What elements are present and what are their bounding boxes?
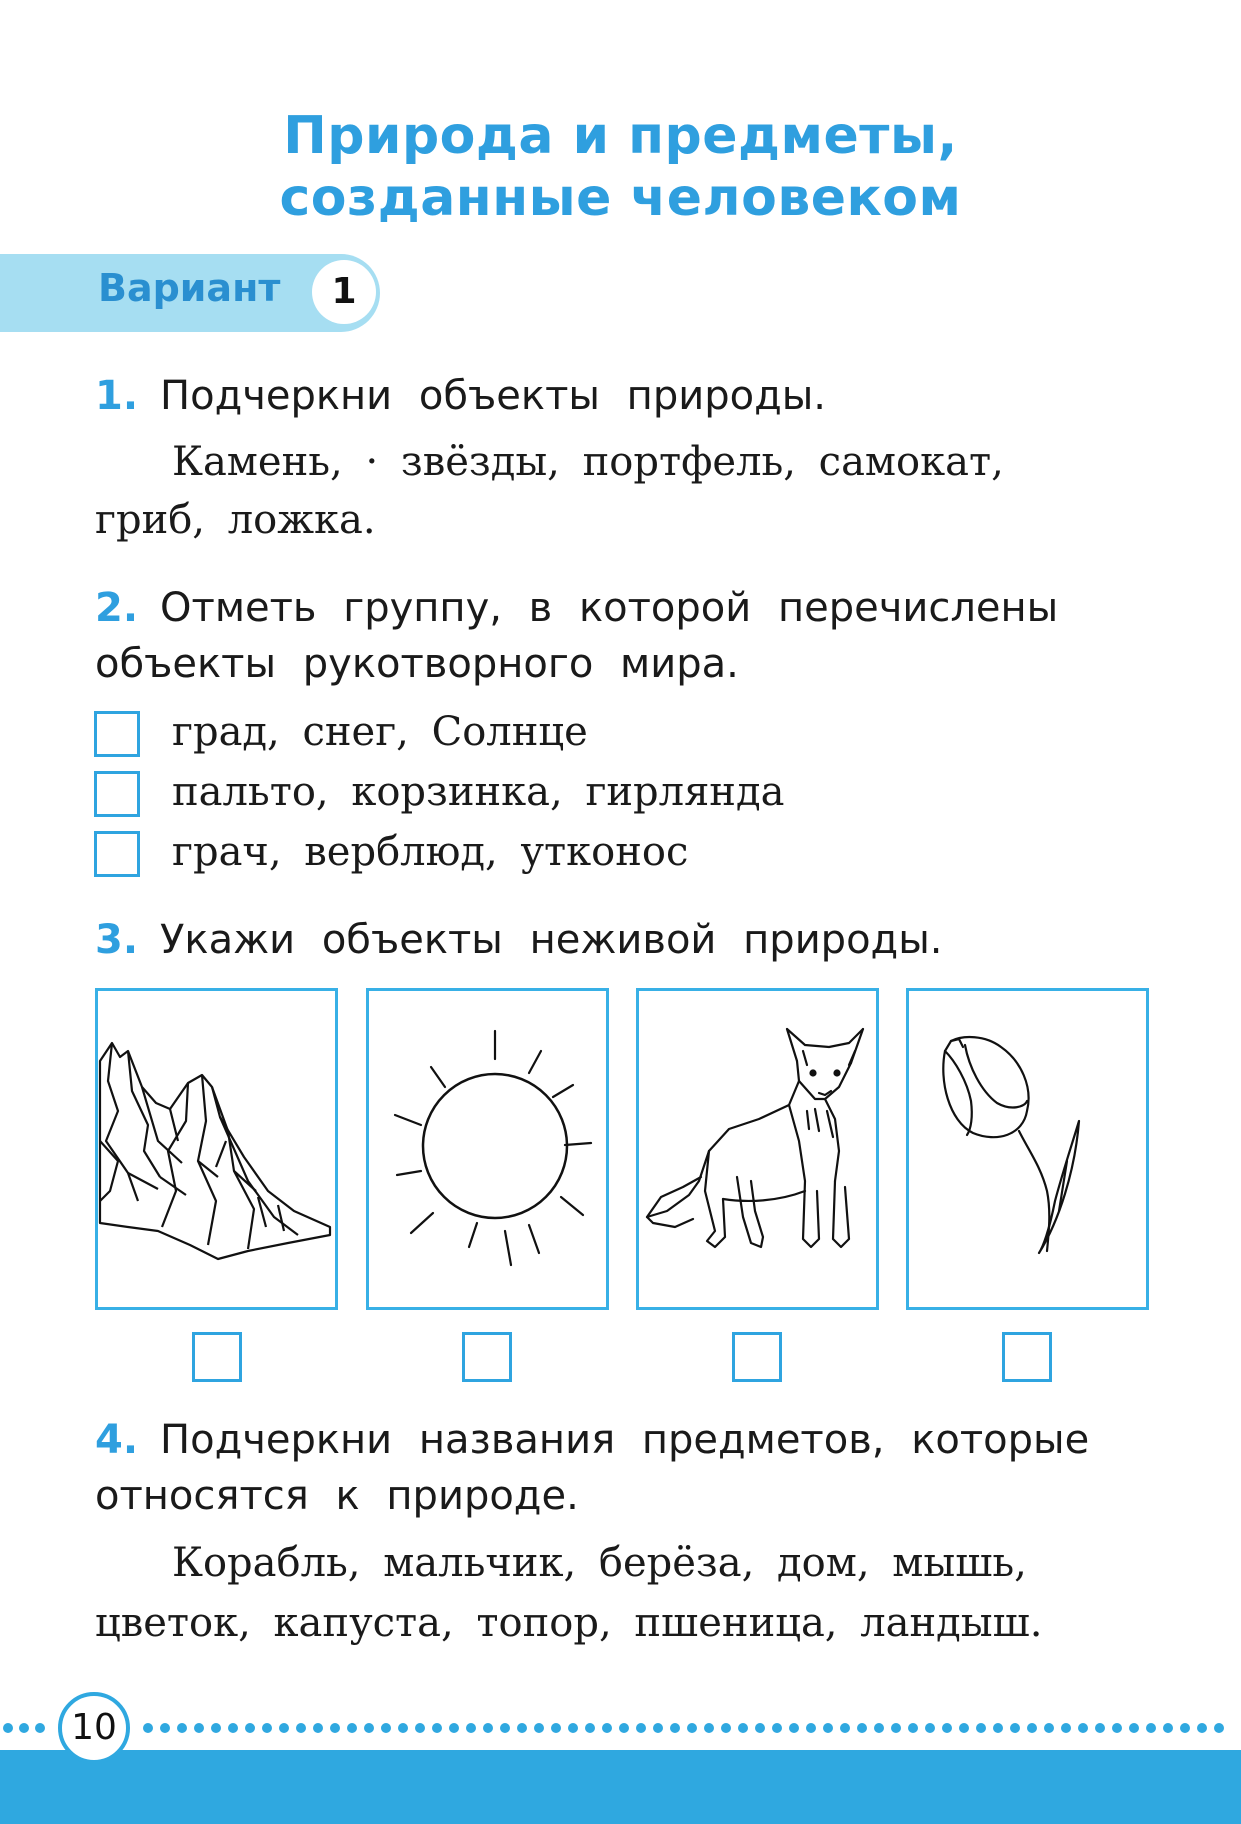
footer-dot [177,1723,187,1733]
picture-1-checkbox[interactable] [192,1332,242,1382]
option-2-checkbox[interactable] [94,771,140,817]
footer-dot [585,1723,595,1733]
footer-dot [381,1723,391,1733]
footer-dot [959,1723,969,1733]
footer-dots [0,1700,1241,1824]
picture-fox [636,988,879,1310]
footer-dot [976,1723,986,1733]
task-1-number: 1. [95,373,139,419]
footer-dot [1146,1723,1156,1733]
footer-dot [517,1723,527,1733]
picture-3-checkbox[interactable] [732,1332,782,1382]
footer-dot [211,1723,221,1733]
task-4-text-line-2: относятся к природе. [95,1473,579,1519]
footer-dot [789,1723,799,1733]
footer-dot [1129,1723,1139,1733]
footer-dot [687,1723,697,1733]
footer-dot [262,1723,272,1733]
footer-dot [466,1723,476,1733]
footer-dot [942,1723,952,1733]
footer-dot [1027,1723,1037,1733]
fox-icon [639,991,876,1307]
footer-dot [925,1723,935,1733]
footer-dot [568,1723,578,1733]
footer-dot [891,1723,901,1733]
task-2-number: 2. [95,585,139,631]
task-4-question-line-2 [95,1468,1150,1524]
variant-label: Вариант [98,266,281,310]
footer-dot [1095,1723,1105,1733]
option-1-label: град, снег, Солнце [172,709,588,755]
option-2-label: пальто, корзинка, гирлянда [172,769,785,815]
task-2-text-line-2: объекты рукотворного мира. [95,641,739,687]
footer-dot [670,1723,680,1733]
footer-dot [534,1723,544,1733]
footer-dot [993,1723,1003,1733]
footer-dot [551,1723,561,1733]
task-4-words-line-2: цветок, капуста, топор, пшеница, ландыш. [95,1600,1043,1646]
footer-dot [347,1723,357,1733]
footer-dot [143,1723,153,1733]
footer-dot [1061,1723,1071,1733]
footer-dot [619,1723,629,1733]
footer-dot [500,1723,510,1733]
task-1-question [95,368,1150,424]
picture-sun [366,988,609,1310]
footer-dot [806,1723,816,1733]
picture-tulip [906,988,1149,1310]
footer-dot [772,1723,782,1733]
picture-2-checkbox[interactable] [462,1332,512,1382]
footer-dot [1214,1723,1224,1733]
variant-number: 1 [312,260,376,324]
footer-dot [313,1723,323,1733]
sun-icon [369,991,606,1307]
page-number: 10 [58,1692,130,1764]
footer-dot [1180,1723,1190,1733]
task-1-text: Подчеркни объекты природы. [160,373,827,419]
task-1-words-line-1: Камень, · звёзды, портфель, самокат, [172,439,1004,485]
footer-dot [415,1723,425,1733]
footer-dot [721,1723,731,1733]
option-3-label: грач, верблюд, утконос [172,829,689,875]
footer-dot [279,1723,289,1733]
footer-dot [1112,1723,1122,1733]
task-1-words-line-2: гриб, ложка. [95,497,376,543]
task-4-words-line-1: Корабль, мальчик, берёза, дом, мышь, [172,1540,1027,1586]
footer-dot [432,1723,442,1733]
tulip-icon [909,991,1146,1307]
footer-dot [823,1723,833,1733]
task-3-number: 3. [95,917,139,963]
footer-dot [755,1723,765,1733]
picture-4-checkbox[interactable] [1002,1332,1052,1382]
task-3-question [95,912,1150,968]
footer-dot [245,1723,255,1733]
footer-dot [653,1723,663,1733]
footer-dot [704,1723,714,1733]
footer-dot [840,1723,850,1733]
title-line-2: созданные человеком [279,168,962,228]
task-4-text-line-1: Подчеркни названия предметов, которые [160,1417,1090,1463]
page-title [0,105,1241,229]
footer-dot [908,1723,918,1733]
option-3-checkbox[interactable] [94,831,140,877]
footer-dot [228,1723,238,1733]
footer-dot [874,1723,884,1733]
footer-dot [636,1723,646,1733]
picture-mountains [95,988,338,1310]
task-4-question [95,1412,1150,1468]
footer-dot [160,1723,170,1733]
footer-dot [1044,1723,1054,1733]
footer-dot [602,1723,612,1733]
footer-dot [738,1723,748,1733]
task-4-number: 4. [95,1417,139,1463]
option-1-checkbox[interactable] [94,711,140,757]
footer-dot [364,1723,374,1733]
footer-dot [194,1723,204,1733]
footer-dot [857,1723,867,1733]
task-3-text: Укажи объекты неживой природы. [160,917,943,963]
footer-dot [398,1723,408,1733]
task-2-question [95,580,1150,636]
footer-dot [330,1723,340,1733]
mountains-icon [98,991,335,1307]
footer-dot [1163,1723,1173,1733]
footer-dot [1078,1723,1088,1733]
footer-dot [1010,1723,1020,1733]
footer-dot [483,1723,493,1733]
footer-dot [296,1723,306,1733]
title-line-1: Природа и предметы, [283,106,958,166]
task-2-text-line-1: Отметь группу, в которой перечислены [160,585,1059,631]
footer-dot [449,1723,459,1733]
footer-dot [1197,1723,1207,1733]
task-2-question-line-2 [95,636,1150,692]
